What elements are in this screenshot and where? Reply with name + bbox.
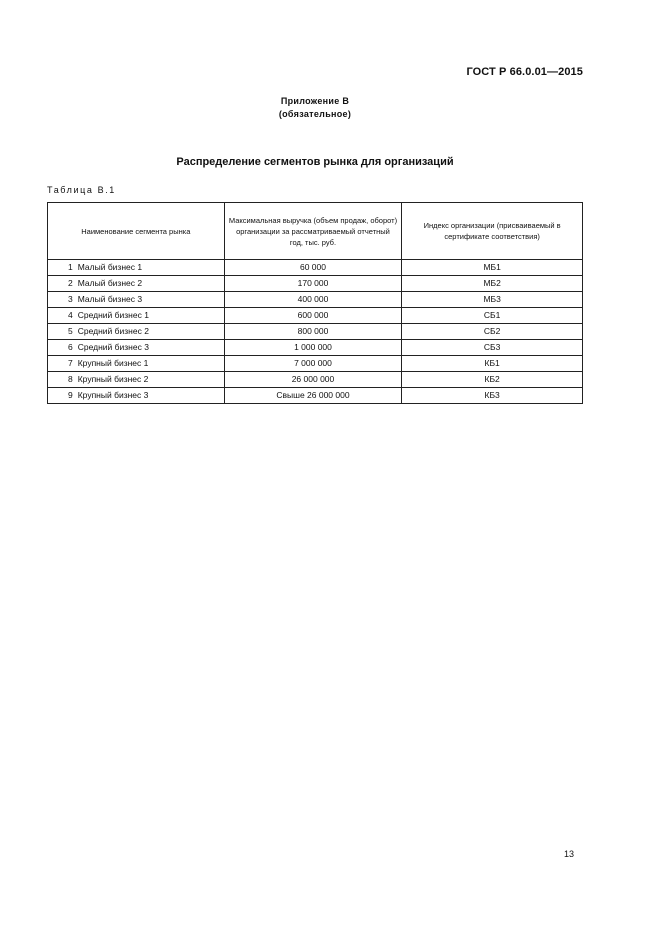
- max-revenue-cell: Свыше 26 000 000: [224, 388, 402, 404]
- segment-name: Крупный бизнес 1: [77, 358, 149, 368]
- org-index-cell: КБ3: [402, 388, 583, 404]
- segment-name: Средний бизнес 1: [77, 310, 149, 320]
- row-number: 8: [68, 374, 73, 384]
- row-number: 1: [68, 262, 73, 272]
- row-number: 7: [68, 358, 73, 368]
- org-index-cell: СБ3: [402, 340, 583, 356]
- segment-name: Средний бизнес 3: [77, 342, 149, 352]
- table-row: [48, 292, 583, 308]
- row-number: 5: [68, 326, 73, 336]
- document-code: ГОСТ Р 66.0.01—2015: [466, 66, 583, 78]
- table-caption: Таблица В.1: [47, 185, 116, 195]
- column-header-segment-name: Наименование сегмента рынка: [48, 203, 225, 260]
- max-revenue-cell: 7 000 000: [224, 356, 402, 372]
- segment-name-cell: [48, 260, 225, 276]
- table-row: [48, 356, 583, 372]
- table-row: [48, 308, 583, 324]
- org-index-cell: МБ1: [402, 260, 583, 276]
- max-revenue-cell: 170 000: [224, 276, 402, 292]
- table-row: [48, 260, 583, 276]
- segment-name: Средний бизнес 2: [77, 326, 149, 336]
- segment-name-cell: [48, 276, 225, 292]
- segments-table: [47, 202, 583, 404]
- segment-name: Крупный бизнес 3: [77, 390, 149, 400]
- appendix-status: (обязательное): [278, 109, 352, 119]
- table-row: [48, 340, 583, 356]
- table-row: [48, 276, 583, 292]
- segment-name-cell: [48, 388, 225, 404]
- org-index-cell: СБ1: [402, 308, 583, 324]
- appendix-heading: [0, 95, 630, 121]
- max-revenue-cell: 26 000 000: [224, 372, 402, 388]
- row-number: 2: [68, 278, 73, 288]
- table-row: [48, 388, 583, 404]
- table-row: [48, 372, 583, 388]
- segment-name: Крупный бизнес 2: [77, 374, 149, 384]
- org-index-cell: КБ1: [402, 356, 583, 372]
- org-index-cell: СБ2: [402, 324, 583, 340]
- segment-name-cell: [48, 324, 225, 340]
- segment-name-cell: [48, 356, 225, 372]
- row-number: 6: [68, 342, 73, 352]
- segment-name: Малый бизнес 2: [77, 278, 143, 288]
- segment-name-cell: [48, 340, 225, 356]
- max-revenue-cell: 1 000 000: [224, 340, 402, 356]
- row-number: 9: [68, 390, 73, 400]
- max-revenue-cell: 400 000: [224, 292, 402, 308]
- column-header-max-revenue: Максимальная выручка (объем продаж, оборот) организации за рассматриваемый отчетный год, тыс. руб.: [224, 203, 402, 260]
- row-number: 3: [68, 294, 73, 304]
- section-title: Распределение сегментов рынка для организаций: [176, 156, 454, 168]
- org-index-cell: МБ2: [402, 276, 583, 292]
- segment-name: Малый бизнес 1: [77, 262, 143, 272]
- org-index-cell: КБ2: [402, 372, 583, 388]
- row-number: 4: [68, 310, 73, 320]
- max-revenue-cell: 600 000: [224, 308, 402, 324]
- table-header-row: [48, 203, 583, 260]
- max-revenue-cell: 60 000: [224, 260, 402, 276]
- segment-name-cell: [48, 292, 225, 308]
- column-header-org-index: Индекс организации (присваиваемый в сертификате соответствия): [402, 203, 583, 260]
- segment-name: Малый бизнес 3: [77, 294, 143, 304]
- max-revenue-cell: 800 000: [224, 324, 402, 340]
- segment-name-cell: [48, 308, 225, 324]
- page-number: 13: [563, 849, 574, 859]
- org-index-cell: МБ3: [402, 292, 583, 308]
- segment-name-cell: [48, 372, 225, 388]
- table-row: [48, 324, 583, 340]
- appendix-title: Приложение В: [280, 96, 350, 106]
